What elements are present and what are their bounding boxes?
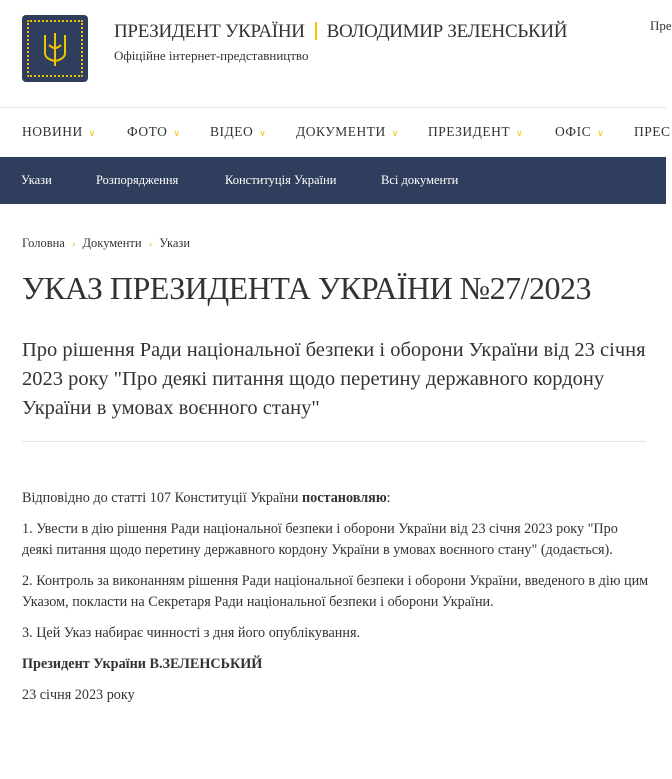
breadcrumb-decrees[interactable]: Укази (159, 236, 191, 250)
site-title-president: ПРЕЗИДЕНТ УКРАЇНИ (114, 21, 305, 42)
page-title: УКАЗ ПРЕЗИДЕНТА УКРАЇНИ №27/2023 (22, 270, 591, 306)
chevron-down-icon: ∨ (391, 128, 399, 138)
documents-subnav (0, 157, 666, 204)
nav-item-president[interactable] (428, 124, 523, 140)
subnav-decrees[interactable]: Укази (21, 173, 52, 187)
chevron-right-icon: › (148, 238, 153, 250)
nav-item-documents[interactable] (296, 124, 399, 140)
decree-intro (22, 488, 652, 509)
subnav-orders[interactable]: Розпорядження (96, 173, 179, 187)
nav-item-photo[interactable] (127, 124, 181, 140)
nav-label: ПРЕЗИДЕНТ (428, 124, 511, 139)
chevron-down-icon: ∨ (88, 128, 96, 138)
nav-label: ОФІС (555, 124, 592, 139)
decree-paragraph-3: 3. Цей Указ набирає чинності з дня його опублікування. (22, 625, 361, 641)
chevron-down-icon: ∨ (516, 128, 524, 138)
title-divider (315, 22, 317, 40)
nav-item-news[interactable] (22, 124, 96, 140)
nav-label: НОВИНИ (22, 124, 83, 139)
nav-item-office[interactable] (555, 124, 604, 140)
intro-end: : (386, 490, 391, 506)
intro-text: Відповідно до статті 107 Конституції України (22, 490, 302, 506)
chevron-down-icon: ∨ (259, 128, 267, 138)
site-subtitle: Офіційне інтернет-представництво (114, 48, 309, 63)
breadcrumb-home[interactable]: Головна (22, 236, 65, 250)
main-nav (0, 107, 671, 158)
site-title-name: ВОЛОДИМИР ЗЕЛЕНСЬКИЙ (326, 21, 568, 42)
breadcrumb (22, 236, 190, 251)
nav-item-video[interactable] (210, 124, 266, 140)
top-right-link[interactable]: Пре (650, 18, 672, 33)
nav-label: ВІДЕО (210, 124, 254, 139)
nav-label: ПРЕС (634, 124, 671, 139)
signature-text: Президент України В.ЗЕЛЕНСЬКИЙ (22, 656, 263, 672)
site-header (0, 0, 672, 107)
decree-date: 23 січня 2023 року (22, 687, 135, 703)
decree-paragraph-2: 2. Контроль за виконанням рішення Ради національної безпеки і оборони України, введеного в дію цим Указом, покласти на Секретаря Ради національної безпеки і оборони України. (22, 573, 649, 610)
decree-paragraph-1: 1. Увести в дію рішення Ради національної безпеки і оборони України від 23 січня 2023 року "Про деякі питання щодо перетину державного кордону України в умовах воєнного стану" (додається). (22, 521, 618, 558)
nav-label: ФОТО (127, 124, 168, 139)
coat-of-arms-logo[interactable] (22, 15, 88, 82)
decree-signature (22, 654, 652, 675)
subnav-constitution[interactable]: Конституція України (225, 173, 337, 187)
chevron-right-icon: › (71, 238, 76, 250)
site-title[interactable] (114, 21, 567, 43)
decree-subtitle: Про рішення Ради національної безпеки і оборони України від 23 січня 2023 року "Про деякі питання щодо перетину державного кордону України в умовах воєнного стану" (22, 339, 646, 419)
decree-body (22, 488, 652, 716)
intro-bold: постановляю (302, 490, 387, 506)
chevron-down-icon: ∨ (173, 128, 181, 138)
trident-icon (42, 31, 68, 67)
breadcrumb-documents[interactable]: Документи (82, 236, 142, 250)
subnav-all-documents[interactable]: Всі документи (381, 173, 459, 187)
chevron-down-icon: ∨ (597, 128, 605, 138)
divider (22, 441, 646, 442)
nav-item-press[interactable] (634, 124, 671, 140)
nav-label: ДОКУМЕНТИ (296, 124, 386, 139)
